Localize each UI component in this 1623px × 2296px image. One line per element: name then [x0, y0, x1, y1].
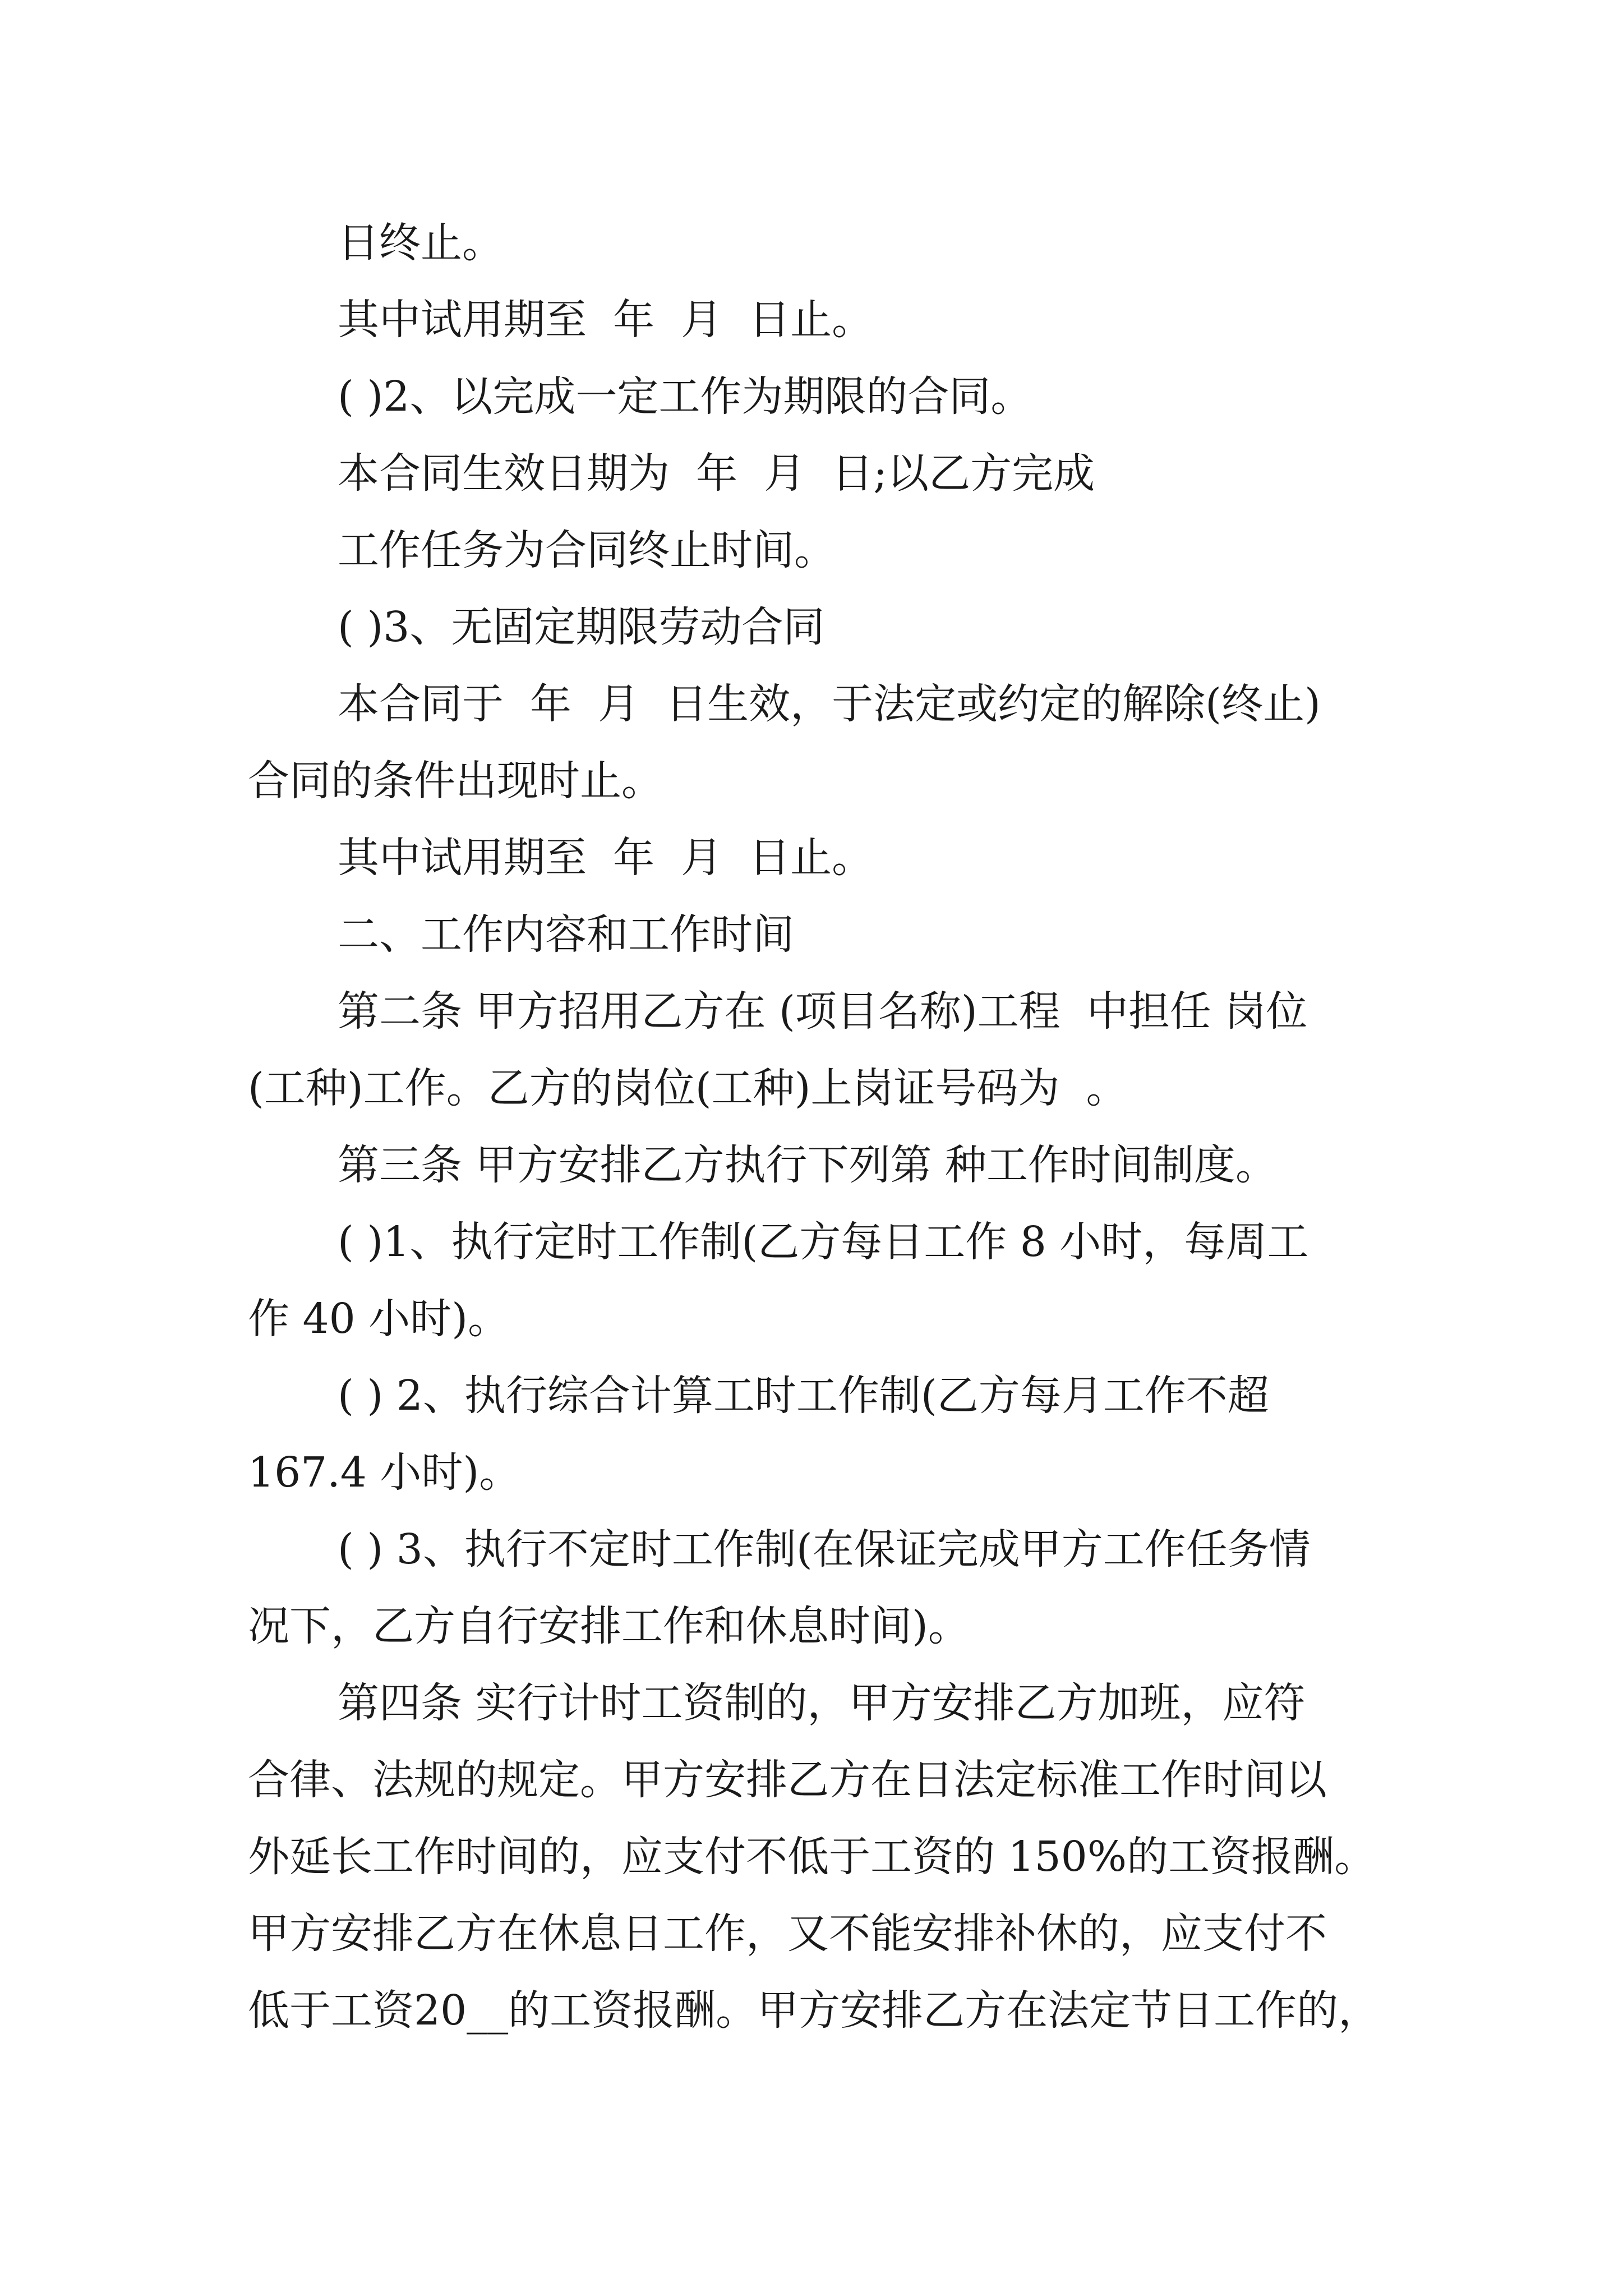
text-line: (工种)工作。乙方的岗位(工种)上岗证号码为 。: [248, 1064, 1128, 1112]
text-line: ( )1、执行定时工作制(乙方每日工作 8 小时，每周工: [338, 1218, 1309, 1266]
text-line: ( ) 2、执行综合计算工时工作制(乙方每月工作不超: [338, 1372, 1269, 1420]
text-line: 外延长工作时间的，应支付不低于工资的 150%的工资报酬。: [248, 1833, 1376, 1881]
text-line: 况下，乙方自行安排工作和休息时间)。: [248, 1602, 970, 1650]
text-line: 甲方安排乙方在休息日工作，又不能安排补休的，应支付不: [248, 1910, 1327, 1958]
text-line: 第三条 甲方安排乙方执行下列第 种工作时间制度。: [338, 1141, 1278, 1189]
text-line: 合同的条件出现时止。: [248, 757, 663, 805]
text-line: 作 40 小时)。: [248, 1295, 510, 1343]
text-line: 日终止。: [338, 219, 504, 267]
text-line: 第四条 实行计时工资制的，甲方安排乙方加班，应符: [338, 1679, 1306, 1727]
text-line: 第二条 甲方招用乙方在 (项目名称)工程 中担任 岗位: [338, 987, 1308, 1036]
text-line: 低于工资20__的工资报酬。甲方安排乙方在法定节日工作的，: [248, 1986, 1380, 2035]
text-line: ( ) 3、执行不定时工作制(在保证完成甲方工作任务情: [338, 1525, 1311, 1573]
text-line: ( )3、无固定期限劳动合同: [338, 603, 825, 651]
text-line: 167.4 小时)。: [248, 1448, 521, 1497]
document-body: [248, 205, 1392, 2049]
text-line: 二、工作内容和工作时间: [338, 910, 794, 959]
text-line: 合律、法规的规定。甲方安排乙方在日法定标准工作时间以: [248, 1756, 1327, 1804]
text-line: 其中试用期至 年 月 日止。: [338, 834, 874, 882]
text-line: 本合同生效日期为 年 月 日;以乙方完成: [338, 449, 1095, 498]
text-line: 本合同于 年 月 日生效，于法定或约定的解除(终止): [338, 680, 1321, 728]
text-line: 工作任务为合同终止时间。: [338, 526, 836, 574]
text-line: ( )2、以完成一定工作为期限的合同。: [338, 372, 1032, 421]
text-line: 其中试用期至 年 月 日止。: [338, 296, 874, 344]
